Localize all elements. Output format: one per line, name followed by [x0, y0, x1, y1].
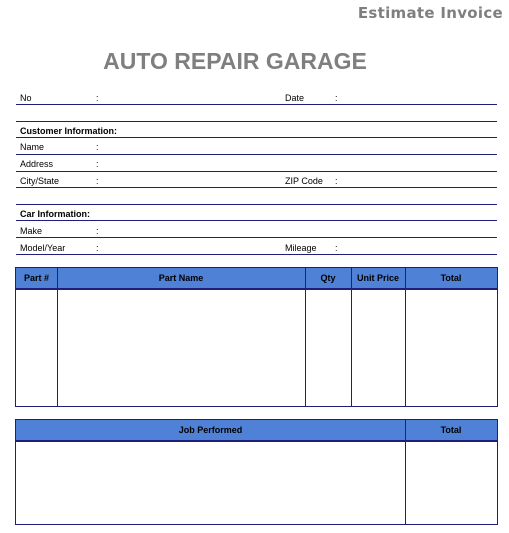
- divider: [16, 237, 497, 238]
- name-label: Name: [20, 142, 45, 152]
- date-separator: :: [335, 93, 338, 103]
- divider: [16, 187, 497, 188]
- zip-separator: :: [335, 176, 338, 186]
- date-field[interactable]: [342, 93, 492, 104]
- city-state-label: City/State: [20, 176, 60, 186]
- model-year-separator: :: [96, 243, 99, 253]
- divider: [16, 204, 497, 205]
- column-header-unit-price: Unit Price: [356, 273, 399, 283]
- no-label: No: [20, 93, 32, 103]
- name-separator: :: [96, 142, 99, 152]
- divider: [16, 220, 497, 221]
- address-field[interactable]: [102, 159, 492, 170]
- model-year-label: Model/Year: [20, 243, 66, 253]
- job-performed-cell[interactable]: [16, 442, 405, 524]
- jobs-table-header: [16, 420, 497, 442]
- address-label: Address: [20, 159, 54, 169]
- jobs-table: [15, 419, 498, 525]
- column-header-total: Total: [440, 273, 462, 283]
- column-header-part-name: Part Name: [158, 273, 204, 283]
- column-header-job-performed: Job Performed: [178, 425, 243, 435]
- part-total-cell[interactable]: [406, 290, 497, 406]
- no-separator: :: [96, 93, 99, 103]
- column-header-qty: Qty: [320, 273, 336, 283]
- column-header-job-total: Total: [440, 425, 462, 435]
- make-separator: :: [96, 226, 99, 236]
- column-header-part-number: Part #: [23, 273, 49, 283]
- city-state-field[interactable]: [102, 176, 272, 187]
- part-name-cell[interactable]: [58, 290, 305, 406]
- parts-table: [15, 267, 498, 407]
- name-field[interactable]: [102, 142, 492, 153]
- model-year-field[interactable]: [102, 243, 272, 254]
- divider: [16, 154, 497, 155]
- make-field[interactable]: [102, 226, 492, 237]
- zip-label: ZIP Code: [285, 176, 323, 186]
- divider: [16, 171, 497, 172]
- zip-field[interactable]: [342, 176, 492, 187]
- company-name: AUTO REPAIR GARAGE: [103, 48, 367, 74]
- parts-table-header: [16, 268, 497, 290]
- address-separator: :: [96, 159, 99, 169]
- divider: [16, 137, 497, 138]
- unit-price-cell[interactable]: [352, 290, 405, 406]
- no-field[interactable]: [102, 93, 272, 104]
- part-number-cell[interactable]: [16, 290, 57, 406]
- date-label: Date: [285, 93, 305, 103]
- job-total-cell[interactable]: [406, 442, 497, 524]
- city-state-separator: :: [96, 176, 99, 186]
- car-section-label: Car Information:: [20, 209, 91, 219]
- qty-cell[interactable]: [306, 290, 351, 406]
- divider: [16, 121, 497, 122]
- mileage-label: Mileage: [285, 243, 317, 253]
- customer-section-label: Customer Information:: [20, 126, 118, 136]
- divider: [16, 104, 497, 105]
- mileage-field[interactable]: [342, 243, 492, 254]
- mileage-separator: :: [335, 243, 338, 253]
- estimate-invoice-label: Estimate Invoice: [357, 4, 503, 22]
- divider: [16, 254, 497, 255]
- make-label: Make: [20, 226, 43, 236]
